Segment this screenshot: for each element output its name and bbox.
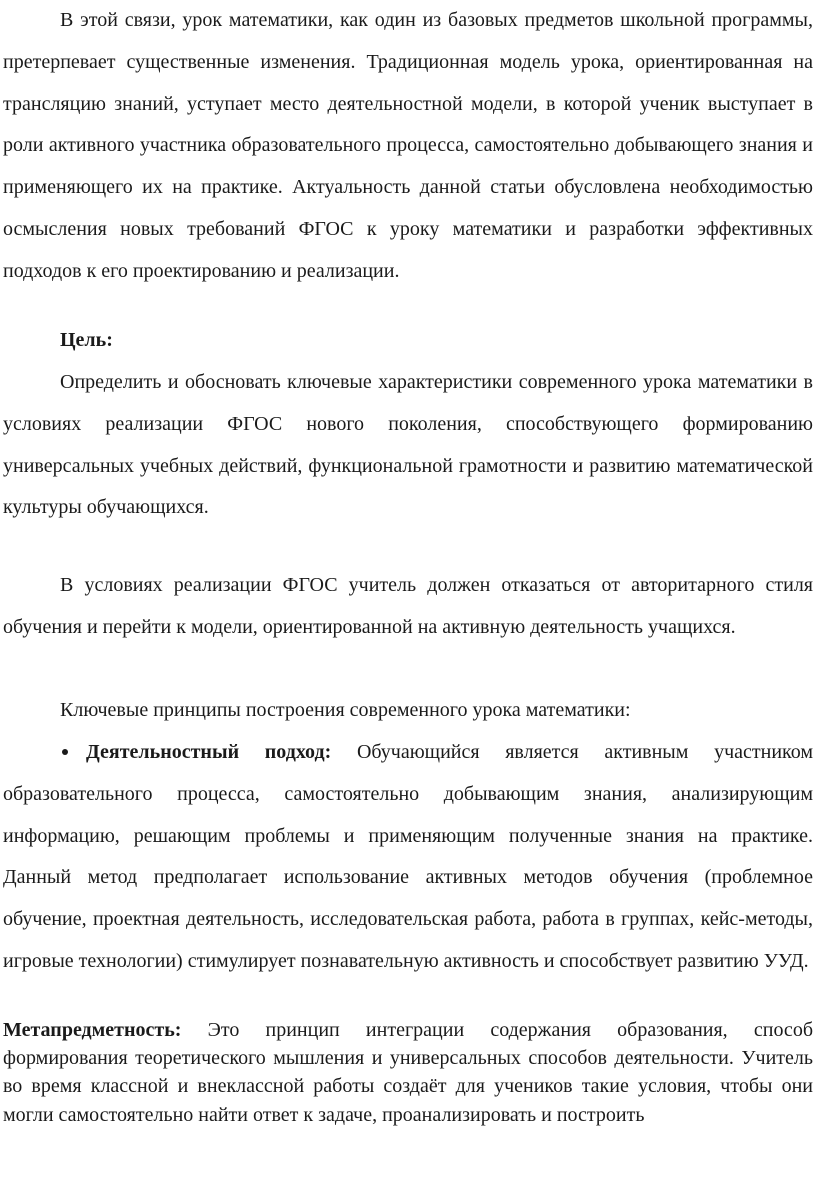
meta-text: Это принцип интеграции содержания образования, способ формирования теоретического мышления и универсальных способов деятельности. Учитель во время классной и внеклассной работы создаёт для учеников такие условия, чтобы они могли самостоятельно найти ответ к задаче, проанализировать и построить [3,1019,813,1126]
goal-heading: Цель: [60,329,113,351]
bullet-list-item [3,732,813,983]
meta-term: Метапредметность: [3,1019,182,1041]
bullet-icon [60,732,86,774]
intro-paragraph: В этой связи, урок математики, как один из базовых предметов школьной программы, претерпевает существенные изменения. Традиционная модель урока, ориентированная на трансляцию знаний, уступает место деятельностной модели, в которой ученик выступает в роли активного участника образовательного процесса, самостоятельно добывающего знания и применяющего их на практике. Актуальность данной статьи обусловлена необходимостью осмысления новых требований ФГОС к уроку математики и разработки эффективных подходов к его проектированию и реализации. [3,9,813,282]
principles-heading: Ключевые принципы построения современного урока математики: [60,699,631,721]
bullet-term: Деятельностный подход: [86,741,332,763]
bullet-text: Обучающийся является активным участником образовательного процесса, самостоятельно добывающим знания, анализирующим информацию, решающим проблемы и применяющим полученные знания на практике. Данный метод предполагает использование активных методов обучения (проблемное обучение, проектная деятельность, исследовательская работа, работа в группах, кейс-методы, игровые технологии) стимулирует познавательную активность и способствует развитию УУД. [3,741,814,972]
goal-paragraph: Определить и обосновать ключевые характеристики современного урока математики в условиях реализации ФГОС нового поколения, способствующего формированию универсальных учебных действий, функциональной грамотности и развитию математической культуры обучающихся. [3,371,813,519]
fgos-paragraph: В условиях реализации ФГОС учитель должен отказаться от авторитарного стиля обучения и перейти к модели, ориентированной на активную деятельность учащихся. [3,574,813,638]
meta-paragraph [3,1016,813,1129]
